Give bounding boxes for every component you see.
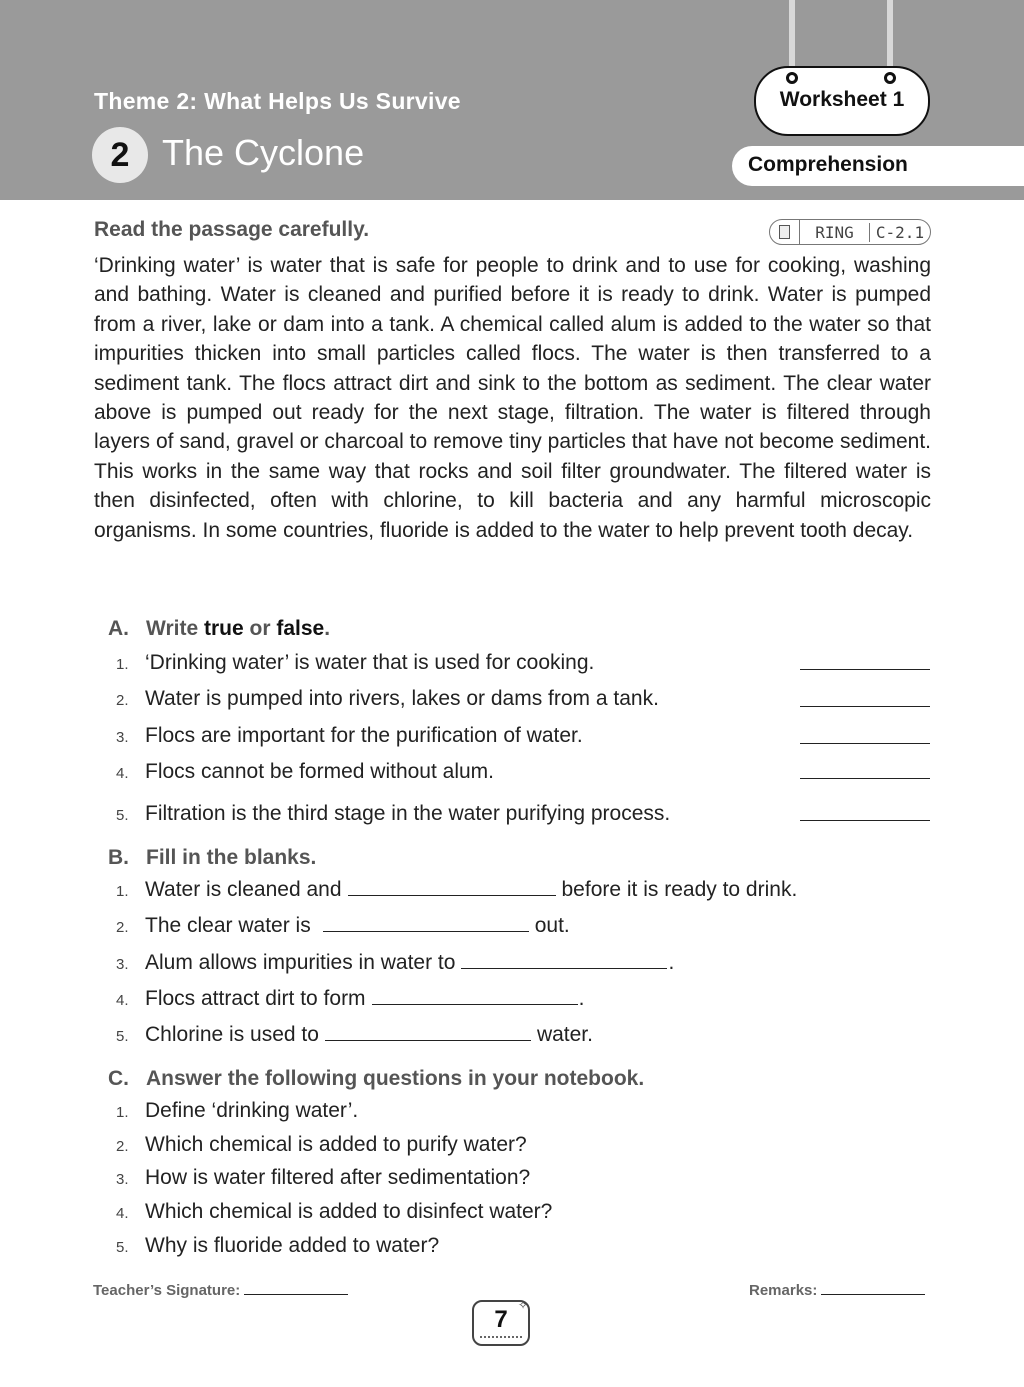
item-number: 4. bbox=[116, 1205, 129, 1222]
section-b-title: Fill in the blanks. bbox=[146, 846, 317, 869]
fill-blank-item bbox=[116, 914, 570, 938]
page-frame-dots bbox=[480, 1336, 522, 1340]
notebook-question bbox=[116, 1234, 439, 1258]
blank-line[interactable] bbox=[372, 1004, 578, 1005]
item-number: 3. bbox=[116, 956, 129, 973]
answer-line[interactable] bbox=[800, 669, 930, 670]
item-number: 4. bbox=[116, 992, 129, 1009]
section-a-title-end: . bbox=[324, 617, 331, 640]
tag-hole-right bbox=[884, 72, 896, 84]
chapter-number-badge: 2 bbox=[92, 127, 148, 183]
tag-hole-left bbox=[786, 72, 798, 84]
signature-label: Teacher’s Signature: bbox=[93, 1282, 241, 1299]
blank-line[interactable] bbox=[348, 895, 556, 896]
item-text: Filtration is the third stage in the water purifying process. bbox=[145, 802, 671, 825]
item-text: Which chemical is added to disinfect water? bbox=[145, 1200, 553, 1223]
section-c-title: Answer the following questions in your notebook. bbox=[146, 1067, 645, 1090]
theme-title: Theme 2: What Helps Us Survive bbox=[94, 88, 461, 114]
item-number: 2. bbox=[116, 919, 129, 936]
item-text-before: The clear water is bbox=[145, 914, 311, 937]
item-text-before: Flocs attract dirt to form bbox=[145, 987, 366, 1010]
true-false-item bbox=[116, 724, 583, 748]
item-text-after: out. bbox=[534, 914, 570, 937]
section-letter: B. bbox=[108, 846, 129, 869]
item-text: Define ‘drinking water’. bbox=[145, 1099, 359, 1122]
item-text-before: Chlorine is used to bbox=[145, 1023, 319, 1046]
item-text: Flocs are important for the purification of water. bbox=[145, 724, 583, 747]
section-a-true-word: true bbox=[203, 617, 244, 640]
item-number: 5. bbox=[116, 1028, 129, 1045]
section-a-heading bbox=[108, 617, 330, 641]
remarks-label: Remarks: bbox=[749, 1282, 818, 1299]
item-text-after: . bbox=[578, 987, 585, 1010]
answer-line[interactable] bbox=[800, 820, 930, 821]
notebook-question bbox=[116, 1166, 530, 1190]
item-text: Water is pumped into rivers, lakes or dams from a tank. bbox=[145, 687, 659, 710]
item-number: 2. bbox=[116, 692, 129, 709]
remarks bbox=[749, 1282, 925, 1299]
item-number: 1. bbox=[116, 883, 129, 900]
fill-blank-item bbox=[116, 1023, 593, 1047]
section-a-false-word: false bbox=[276, 617, 325, 640]
star-icon: ✧ bbox=[518, 1298, 529, 1312]
item-number: 5. bbox=[116, 1239, 129, 1256]
section-b-heading bbox=[108, 846, 316, 870]
fill-blank-item bbox=[116, 987, 584, 1011]
item-text: Which chemical is added to purify water? bbox=[145, 1133, 527, 1156]
section-letter: C. bbox=[108, 1067, 129, 1090]
item-text-before: Water is cleaned and bbox=[145, 878, 342, 901]
section-a-title-pre: Write bbox=[146, 617, 204, 640]
blank-line[interactable] bbox=[323, 931, 529, 932]
item-text: ‘Drinking water’ is water that is used for cooking. bbox=[145, 651, 595, 674]
true-false-item bbox=[116, 687, 659, 711]
notebook-question bbox=[116, 1200, 552, 1224]
answer-line[interactable] bbox=[800, 743, 930, 744]
reading-instruction: Read the passage carefully. bbox=[94, 218, 370, 241]
ring-code: C-2.1 bbox=[875, 222, 925, 242]
fill-blank-item bbox=[116, 878, 797, 902]
remarks-line[interactable] bbox=[821, 1294, 925, 1295]
item-number: 3. bbox=[116, 729, 129, 746]
true-false-item bbox=[116, 651, 594, 675]
page-number: 7 bbox=[494, 1306, 508, 1333]
blank-line[interactable] bbox=[325, 1040, 531, 1041]
true-false-item bbox=[116, 802, 670, 826]
item-number: 1. bbox=[116, 656, 129, 673]
signature-line[interactable] bbox=[244, 1294, 348, 1295]
item-number: 3. bbox=[116, 1171, 129, 1188]
fill-blank-item bbox=[116, 951, 674, 975]
answer-line[interactable] bbox=[800, 778, 930, 779]
worksheet-label: Worksheet 1 bbox=[779, 88, 905, 111]
item-text-after: before it is ready to drink. bbox=[561, 878, 798, 901]
item-number: 4. bbox=[116, 765, 129, 782]
section-a-title-mid: or bbox=[243, 617, 277, 640]
item-text: Why is fluoride added to water? bbox=[145, 1234, 440, 1257]
ring-label: RING bbox=[800, 223, 870, 242]
item-text: How is water filtered after sedimentation? bbox=[145, 1166, 531, 1189]
item-number: 1. bbox=[116, 1104, 129, 1121]
document-icon bbox=[770, 220, 800, 244]
notebook-question bbox=[116, 1099, 358, 1123]
item-text-after: . bbox=[668, 951, 675, 974]
item-text-after: water. bbox=[536, 1023, 593, 1046]
true-false-item bbox=[116, 760, 494, 784]
category-label: Comprehension bbox=[748, 153, 908, 176]
ring-reference-badge bbox=[769, 219, 931, 245]
section-c-heading bbox=[108, 1067, 644, 1091]
section-letter: A. bbox=[108, 617, 129, 640]
teacher-signature bbox=[93, 1282, 348, 1299]
reading-passage: ‘Drinking water’ is water that is safe for people to drink and to use for cooking, washing and bathing. Water is cleaned and purified before it is ready to drink. Water is pumped from a river, lake or dam into a tank. A chemical called alum is added to the water so that impurities thicken into small particles called flocs. The water is then transferred to a sediment tank. The flocs attract dirt and sink to the bottom as sediment. The clear water above is pumped out ready for the next stage, filtration. The water is filtered through layers of sand, gravel or charcoal to remove tiny particles that have not become sediment. This works in the same way that rocks and soil filter groundwater. The filtered water is then disinfected, often with chlorine, to kill bacteria and any harmful microscopic organisms. In some countries, fluoride is added to the water to help prevent tooth decay. bbox=[94, 254, 931, 542]
item-number: 5. bbox=[116, 807, 129, 824]
blank-line[interactable] bbox=[461, 968, 667, 969]
answer-line[interactable] bbox=[800, 706, 930, 707]
notebook-question bbox=[116, 1133, 527, 1157]
item-text-before: Alum allows impurities in water to bbox=[145, 951, 456, 974]
item-text: Flocs cannot be formed without alum. bbox=[145, 760, 495, 783]
item-number: 2. bbox=[116, 1138, 129, 1155]
chapter-title: The Cyclone bbox=[162, 132, 365, 173]
